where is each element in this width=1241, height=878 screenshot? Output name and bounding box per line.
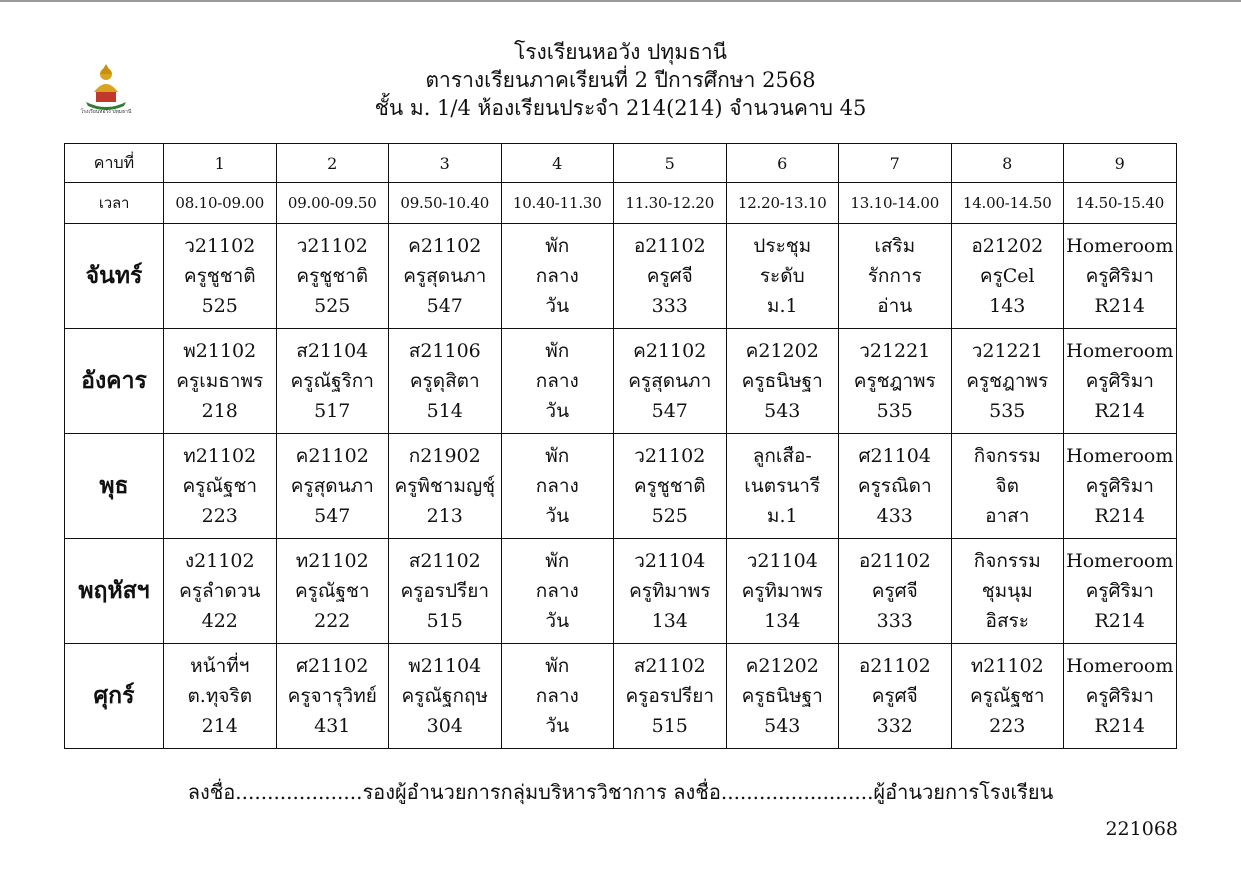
period-number: 9 [1064,144,1177,183]
subject-code: กิจกรรม [973,445,1041,467]
schedule-cell [951,329,1064,434]
teacher-name: ครูชฎาพร [966,370,1049,392]
schedule-cell [501,434,614,539]
subject-code: ท21102 [970,655,1044,677]
schedule-cell [726,434,839,539]
schedule-cell [1064,224,1177,329]
day-name: พุธ [65,434,164,539]
room-number: 543 [764,715,801,737]
schedule-cell [614,224,727,329]
schedule-cell [164,434,277,539]
schedule-cell [164,224,277,329]
period-time: 14.50-15.40 [1064,183,1177,224]
room-number: วัน [545,715,570,737]
schedule-cell [276,539,389,644]
teacher-name: ครูศิริมา [1085,580,1154,602]
room-number: 514 [426,400,463,422]
teacher-name: ครูสุดนภา [403,265,487,287]
schedule-cell [951,224,1064,329]
teacher-name: จิต [995,475,1019,497]
schedule-cell [951,539,1064,644]
room-number: 332 [876,715,913,737]
teacher-name: ครูธนิษฐา [741,685,823,707]
schedule-cell [501,539,614,644]
teacher-name: ครูดุสิตา [409,370,480,392]
schedule-cell [276,644,389,749]
subject-code: หน้าที่ฯ [190,655,250,677]
schedule-cell [501,329,614,434]
room-number: 213 [426,505,463,527]
subject-code: อ21102 [858,655,931,677]
room-number: 134 [764,610,801,632]
subject-code: ลูกเสือ- [752,445,812,467]
subject-code: ว21102 [634,445,706,467]
room-number: 535 [876,400,913,422]
schedule-cell [164,539,277,644]
subject-code: ท21102 [295,550,369,572]
period-time: 11.30-12.20 [614,183,727,224]
day-row [65,539,1177,644]
subject-code: พัก [545,445,570,467]
teacher-name: ครูชูชาติ [633,475,706,497]
room-number: 543 [764,400,801,422]
day-row [65,329,1177,434]
period-time: 12.20-13.10 [726,183,839,224]
subject-code: Homeroom [1066,445,1174,467]
teacher-name: ครูศจี [646,265,693,287]
subject-code: พ21102 [183,340,257,362]
room-number: 333 [876,610,913,632]
teacher-name: รักการ [867,265,922,287]
subject-code: เสริม [874,235,916,257]
subject-code: ว21104 [746,550,818,572]
term-title: ตารางเรียนภาคเรียนที่ 2 ปีการศึกษา 2568 [425,68,816,92]
subject-code: ส21104 [296,340,369,362]
logo-caption: โรงเรียนหอวัง ปทุมธานี [80,109,132,114]
period-time: 13.10-14.00 [839,183,952,224]
schedule-cell [839,434,952,539]
schedule-cell [726,644,839,749]
room-number: 515 [426,610,463,632]
schedule-cell [164,329,277,434]
room-number: 333 [651,295,688,317]
signature-line: ลงชื่อ....................รองผู้อำนวยการกลุ่มบริหารวิชาการ ลงชื่อ........................ผู้อำนวยการโรงเรียน [187,780,1054,804]
period-number: 1 [164,144,277,183]
subject-code: ส21106 [408,340,481,362]
room-number: 433 [876,505,913,527]
room-number: ม.1 [766,505,798,527]
period-number: 2 [276,144,389,183]
day-name: จันทร์ [65,224,164,329]
schedule-cell [839,644,952,749]
period-label: คาบที่ [65,144,164,183]
teacher-name: ต.ทุจริต [187,685,253,707]
subject-code: พัก [545,340,570,362]
teacher-name: ครูจารุวิทย์ [287,685,377,707]
room-number: R214 [1094,610,1146,632]
room-number: วัน [545,295,570,317]
schedule-cell [389,644,502,749]
room-number: R214 [1094,295,1146,317]
teacher-name: ครูCel [979,265,1035,287]
room-number: R214 [1094,505,1146,527]
teacher-name: ครูศิริมา [1085,265,1154,287]
schedule-cell [1064,434,1177,539]
room-number: 223 [989,715,1026,737]
subject-code: ว21102 [296,235,368,257]
schedule-cell [839,539,952,644]
teacher-name: ครูศิริมา [1085,685,1154,707]
room-number: 547 [426,295,463,317]
schedule-cell [389,224,502,329]
schedule-cell [726,329,839,434]
period-time: 08.10-09.00 [164,183,277,224]
day-name: อังคาร [65,329,164,434]
teacher-name: ครูทิมาพร [629,580,711,602]
schedule-cell [389,329,502,434]
period-time: 10.40-11.30 [501,183,614,224]
subject-code: ส21102 [408,550,481,572]
schedule-cell [614,434,727,539]
schedule-cell [839,224,952,329]
room-number: วัน [545,610,570,632]
day-name: ศุกร์ [65,644,164,749]
subject-code: ว21102 [184,235,256,257]
room-number: 525 [201,295,238,317]
room-number: ม.1 [766,295,798,317]
teacher-name: ครูอรปรียา [400,580,490,602]
period-number: 8 [951,144,1064,183]
subject-code: ว21221 [971,340,1043,362]
top-rule [0,0,1241,2]
teacher-name: ครูพิชามญชุ์ [394,475,496,497]
time-label: เวลา [65,183,164,224]
room-number: 525 [314,295,351,317]
schedule-cell [726,224,839,329]
teacher-name: ครูลำดวน [179,580,261,602]
teacher-name: ครูศิริมา [1085,370,1154,392]
subject-code: ศ21102 [295,655,369,677]
period-number: 6 [726,144,839,183]
teacher-name: ครูศจี [871,685,918,707]
schedule-cell [164,644,277,749]
room-number: 431 [314,715,351,737]
subject-code: พัก [545,655,570,677]
teacher-name: ครูเมธาพร [176,370,264,392]
teacher-name: ครูชูชาติ [296,265,369,287]
schedule-cell [501,224,614,329]
subject-code: Homeroom [1066,550,1174,572]
subject-code: กิจกรรม [973,550,1041,572]
schedule-cell [501,644,614,749]
schedule-cell [951,434,1064,539]
teacher-name: ระดับ [759,265,805,287]
schedule-cell [389,434,502,539]
teacher-name: กลาง [535,265,579,287]
subject-code: ว21221 [859,340,931,362]
period-time: 09.50-10.40 [389,183,502,224]
subject-code: Homeroom [1066,655,1174,677]
teacher-name: ครูศจี [871,580,918,602]
teacher-name: เนตรนารี [744,475,821,497]
subject-code: ศ21104 [858,445,931,467]
room-number: 143 [989,295,1026,317]
room-number: 222 [314,610,351,632]
subject-code: ประชุม [753,235,812,257]
schedule-cell [614,644,727,749]
room-number: อ่าน [877,295,913,317]
room-number: 422 [201,610,238,632]
period-number: 4 [501,144,614,183]
teacher-name: ครูทิมาพร [741,580,823,602]
period-time: 09.00-09.50 [276,183,389,224]
schedule-cell [839,329,952,434]
class-info: ชั้น ม. 1/4 ห้องเรียนประจำ 214(214) จำนวนคาบ 45 [374,96,867,120]
room-number: 525 [651,505,688,527]
teacher-name: ครูณัฐริกา [290,370,374,392]
period-number: 7 [839,144,952,183]
subject-code: ค21102 [408,235,482,257]
room-number: 214 [201,715,238,737]
room-number: 134 [651,610,688,632]
teacher-name: กลาง [535,475,579,497]
room-number: 517 [314,400,351,422]
room-number: วัน [545,505,570,527]
subject-code: ค21202 [745,340,819,362]
room-number: 547 [651,400,688,422]
schedule-cell [1064,539,1177,644]
schedule-cell [1064,329,1177,434]
period-number: 5 [614,144,727,183]
timetable [64,143,1177,749]
room-number: อิสระ [985,610,1029,632]
schedule-cell [276,329,389,434]
teacher-name: ครูอรปรียา [625,685,715,707]
timetable-grid [64,143,1177,749]
day-row [65,224,1177,329]
schedule-cell [614,329,727,434]
teacher-name: ครูณัฐกฤษ [401,685,489,707]
teacher-name: ครูณัฐชา [294,580,370,602]
document-code: 221068 [1105,818,1178,840]
period-number: 3 [389,144,502,183]
room-number: 547 [314,505,351,527]
teacher-name: ครูชฎาพร [853,370,936,392]
room-number: 218 [201,400,238,422]
subject-code: Homeroom [1066,340,1174,362]
subject-code: ท21102 [183,445,257,467]
schedule-cell [951,644,1064,749]
room-number: 535 [989,400,1026,422]
room-number: 304 [426,715,463,737]
schedule-cell [389,539,502,644]
room-number: วัน [545,400,570,422]
teacher-name: ครูสุดนภา [290,475,374,497]
schedule-cell [726,539,839,644]
teacher-name: กลาง [535,370,579,392]
day-row [65,644,1177,749]
teacher-name: ครูรณิดา [857,475,932,497]
school-name: โรงเรียนหอวัง ปทุมธานี [513,40,728,64]
teacher-name: กลาง [535,685,579,707]
subject-code: ค21202 [745,655,819,677]
teacher-name: ครูสุดนภา [628,370,712,392]
subject-code: พัก [545,550,570,572]
teacher-name: ครูธนิษฐา [741,370,823,392]
day-name: พฤหัสฯ [65,539,164,644]
teacher-name: ครูศิริมา [1085,475,1154,497]
schedule-cell [1064,644,1177,749]
teacher-name: ชุมนุม [981,580,1033,602]
header [0,38,1241,122]
day-row [65,434,1177,539]
teacher-name: ครูณัฐชา [969,685,1045,707]
subject-code: Homeroom [1066,235,1174,257]
schedule-cell [614,539,727,644]
subject-code: อ21202 [971,235,1044,257]
room-number: 515 [651,715,688,737]
subject-code: ว21104 [634,550,706,572]
time-row [65,183,1177,224]
subject-code: อ21102 [858,550,931,572]
teacher-name: กลาง [535,580,579,602]
period-header-row [65,144,1177,183]
teacher-name: ครูชูชาติ [183,265,256,287]
subject-code: ส21102 [633,655,706,677]
subject-code: ก21902 [408,445,481,467]
teacher-name: ครูณัฐชา [182,475,258,497]
period-time: 14.00-14.50 [951,183,1064,224]
subject-code: อ21102 [633,235,706,257]
room-number: 223 [201,505,238,527]
room-number: R214 [1094,715,1146,737]
subject-code: ง21102 [184,550,255,572]
subject-code: ค21102 [633,340,707,362]
subject-code: พ21104 [408,655,482,677]
schedule-cell [276,434,389,539]
room-number: อาสา [985,505,1030,527]
subject-code: พัก [545,235,570,257]
room-number: R214 [1094,400,1146,422]
schedule-cell [276,224,389,329]
subject-code: ค21102 [295,445,369,467]
